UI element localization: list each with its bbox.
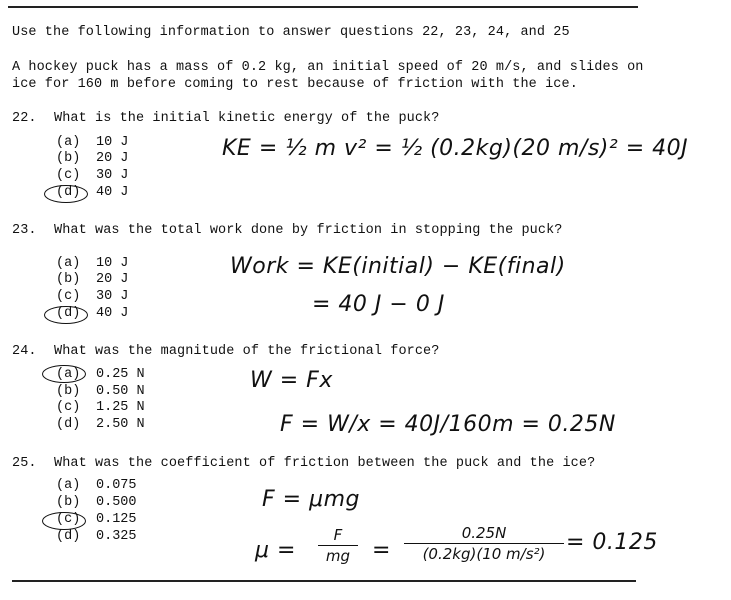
- fraction-bar: [404, 543, 564, 544]
- work-23-line-2: = 40 J − 0 J: [312, 292, 445, 317]
- problem-line-2: ice for 160 m before coming to rest because of friction with the ice.: [12, 77, 578, 92]
- question-22-number: 22.: [12, 111, 37, 126]
- question-25-text: What was the coefficient of friction between the puck and the ice?: [54, 456, 596, 471]
- question-23-option-a[interactable]: (a) 10 J: [56, 256, 129, 271]
- problem-line-1: A hockey puck has a mass of 0.2 kg, an initial speed of 20 m/s, and slides on: [12, 60, 644, 75]
- work-23-line-1: Work = KE(initial) − KE(final): [230, 254, 566, 279]
- question-23-text: What was the total work done by friction in stopping the puck?: [54, 223, 563, 238]
- answer-circle-24: [42, 365, 86, 383]
- work-25-fraction-numerator: F: [333, 526, 343, 544]
- question-23-option-b[interactable]: (b) 20 J: [56, 272, 129, 287]
- question-22-option-c[interactable]: (c) 30 J: [56, 168, 129, 183]
- top-rule: [8, 6, 638, 8]
- bottom-rule: [12, 580, 636, 582]
- work-24-line-2: F = W/x = 40J/160m = 0.25N: [280, 412, 616, 437]
- answer-circle-23: [44, 306, 88, 324]
- question-24-option-d[interactable]: (d) 2.50 N: [56, 417, 145, 432]
- question-25-option-d[interactable]: (d) 0.325: [56, 529, 137, 544]
- question-23-number: 23.: [12, 223, 37, 238]
- question-23-option-c[interactable]: (c) 30 J: [56, 289, 129, 304]
- answer-circle-25: [42, 512, 86, 530]
- question-25-option-b[interactable]: (b) 0.500: [56, 495, 137, 510]
- question-22-option-a[interactable]: (a) 10 J: [56, 135, 129, 150]
- work-25-line-1: F = μmg: [262, 487, 360, 512]
- question-24-text: What was the magnitude of the frictional force?: [54, 344, 440, 359]
- question-24-number: 24.: [12, 344, 37, 359]
- work-25-result: = 0.125: [566, 530, 658, 555]
- answer-circle-22: [44, 185, 88, 203]
- question-22-option-d[interactable]: (d) 40 J: [56, 185, 129, 200]
- work-24-line-1: W = Fx: [250, 368, 333, 393]
- question-25-option-c[interactable]: (c) 0.125: [56, 512, 137, 527]
- question-22-text: What is the initial kinetic energy of the puck?: [54, 111, 440, 126]
- question-24-option-c[interactable]: (c) 1.25 N: [56, 400, 145, 415]
- work-25-fraction-numbers: [404, 524, 564, 563]
- work-25-equals: =: [372, 538, 391, 563]
- question-22-option-b[interactable]: (b) 20 J: [56, 151, 129, 166]
- question-23-option-d[interactable]: (d) 40 J: [56, 306, 129, 321]
- work-25-numbers-denominator: (0.2kg)(10 m/s²): [422, 545, 546, 563]
- question-24-option-a[interactable]: (a) 0.25 N: [56, 367, 145, 382]
- work-25-numbers-numerator: 0.25N: [461, 524, 507, 542]
- question-25-number: 25.: [12, 456, 37, 471]
- work-22: KE = ½ m v² = ½ (0.2kg)(20 m/s)² = 40J: [222, 136, 689, 161]
- fraction-bar: [318, 545, 358, 546]
- work-25-fraction-f-mg: [318, 526, 358, 565]
- work-25-mu-label: μ =: [255, 538, 296, 563]
- work-25-fraction-denominator: mg: [325, 547, 351, 565]
- question-24-option-b[interactable]: (b) 0.50 N: [56, 384, 145, 399]
- question-25-option-a[interactable]: (a) 0.075: [56, 478, 137, 493]
- intro-text: Use the following information to answer questions 22, 23, 24, and 25: [12, 25, 570, 40]
